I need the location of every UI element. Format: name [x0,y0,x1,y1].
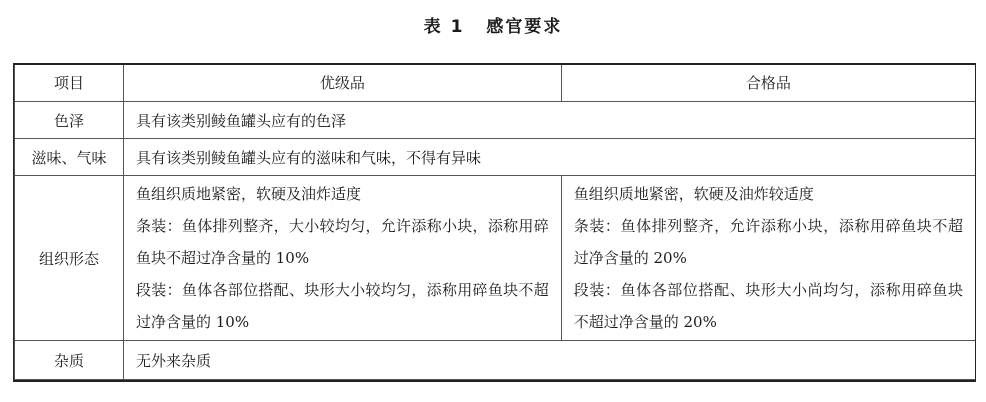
table-title: 感官要求 [486,17,563,37]
row-label-color: 色泽 [15,102,124,139]
table-row-impurities [15,341,976,380]
table-header-row [15,64,976,102]
header-qualified: 合格品 [561,64,975,102]
qualified-para-1: 鱼组织质地紧密，软硬及油炸较适度 [573,185,814,203]
table-caption [0,12,986,37]
row-value-texture-superior [124,176,562,341]
row-value-taste: 具有该类别鲮鱼罐头应有的滋味和气味，不得有异味 [124,139,976,176]
sensory-requirements-table [14,63,976,380]
row-value-texture-qualified [561,176,975,341]
superior-para-2: 条装：鱼体排列整齐，大小较均匀，允许添称小块，添称用碎鱼块不超过净含量的 10% [136,217,549,267]
superior-para-3: 段装：鱼体各部位搭配、块形大小较均匀，添称用碎鱼块不超过净含量的 10% [136,281,549,331]
table-row-color [15,102,976,139]
table-row-taste [15,139,976,176]
header-superior: 优级品 [124,64,562,102]
row-label-taste: 滋味、气味 [15,139,124,176]
table-number: 表 1 [423,17,465,37]
row-value-impurities: 无外来杂质 [124,341,976,380]
qualified-para-2: 条装：鱼体排列整齐，允许添称小块，添称用碎鱼块不超过净含量的 20% [573,217,963,267]
row-value-color: 具有该类别鲮鱼罐头应有的色泽 [124,102,976,139]
superior-para-1: 鱼组织质地紧密，软硬及油炸适度 [136,185,362,203]
row-label-texture: 组织形态 [15,176,124,341]
table-row-texture [15,176,976,341]
header-item: 项目 [15,64,124,102]
qualified-para-3: 段装：鱼体各部位搭配、块形大小尚均匀，添称用碎鱼块不超过净含量的 20% [573,281,963,331]
row-label-impurities: 杂质 [15,341,124,380]
